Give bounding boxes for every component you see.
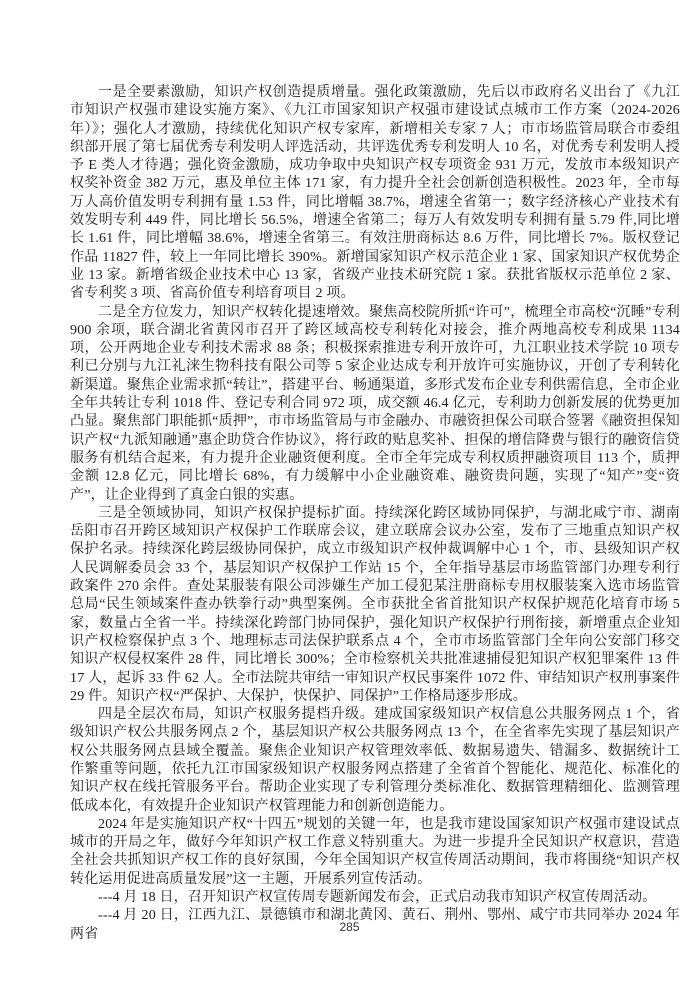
paragraph-2-transformation: 二是全方位发力，知识产权转化提速增效。聚焦高校院所抓“许可”，梳理全市高校“沉睡”专利 900 余项，联合湖北省黄冈市召开了跨区域高校专利转化对接会，推介两地高校专利成果 1134 项，公开两地企业专利技术需求 88 条；积极探索推进专利开放许可，九江职业技术学院 10 项专利已分别与九江礼涞生物科技有限公司等 5 家企业达成专利开放许可实施协议，开创了专利转化新渠道。聚焦企业需求抓“转让”，搭建平台、畅通渠道，多形式发布企业专利供需信息，全市企业全年共转让专利 1018 件、登记专利合同 972 项，成交额 46.4 亿元，专利助力创新发展的优势更加凸显。聚焦部门职能抓“质押”，市市场监管局与市金融办、市融资担保公司联合签署《融资担保知识产权“九派知融通”惠企助贷合作协议》，将行政的贴息奖补、担保的增信降费与银行的融资信贷服务有机结合起来，有力提升企业融资便利度。全市全年完成专利权质押融资项目 113 个，质押金额 12.8 亿元，同比增长 68%，有力缓解中小企业融资难、融资贵问题，实现了“知产”变“资产”，让企业得到了真金白银的实惠。	[70, 304, 680, 503]
page-number: 285	[339, 920, 360, 934]
paragraph-3-protection: 三是全领域协同，知识产权保护提标扩面。持续深化跨区域协同保护，与湖北咸宁市、湖南岳阳市召开跨区域知识产权保护工作联席会议，建立联席会议办公室，发布了三地重点知识产权保护名录。持续深化跨层级协同保护，成立市级知识产权仲裁调解中心 1 个，市、县级知识产权人民调解委员会 33 个，基层知识产权保护工作站 15 个，全年指导基层市场监管部门办理专利行政案件 270 余件。查处某服装有限公司涉嫌生产加工侵犯某注册商标专用权服装案入选市场监管总局“民生领域案件查办铁拳行动”典型案例。全市获批全省首批知识产权保护规范化培育市场 5 家，数量占全省一半。持续深化跨部门协同保护，强化知识产权保护行刑衔接，新增重点企业知识产权检察保护点 3 个、地理标志司法保护联系点 4 个，全市市场监管部门全年向公安部门移交知识产权侵权案件 28 件，同比增长 300%；全市检察机关共批准逮捕侵犯知识产权犯罪案件 13 件 17 人，起诉 33 件 62 人。全市法院共审结一审知识产权民事案件 1072 件、审结知识产权刑事案件 29 件。知识产权“严保护、大保护，快保护、同保护”工作格局逐步形成。	[70, 505, 680, 704]
document-body	[70, 84, 680, 944]
paragraph-7-april-20-event: ---4 月 20 日，江西九江、景德镇市和湖北黄冈、黄石、荆州、鄂州、咸宁市共同举办 2024 年两省	[70, 908, 680, 942]
paragraph-1-incentives: 一是全要素激励，知识产权创造提质增量。强化政策激励，先后以市政府名义出台了《九江市知识产权强市建设实施方案》、《九江市国家知识产权强市建设试点城市工作方案（2024-2026 年）》；强化人才激励，持续优化知识产权专家库，新增相关专家 7 人；市市场监管局联合市委组织部开展了第七届优秀专利发明人评选活动，共评选优秀专利发明人 10 名，对优秀专利发明人授予 E 类人才待遇；强化资金激励，成功争取中央知识产权专项资金 931 万元，发放市本级知识产权奖补资金 382 万元，惠及单位主体 171 家，有力提升全社会创新创造积极性。2023 年，全市每万人高价值发明专利拥有量 1.53 件，同比增幅 38.7%，增速全省第一；数字经济核心产业技术有效发明专利 449 件，同比增长 56.5%，增速全省第二；每万人有效发明专利拥有量 5.79 件,同比增长 1.61 件，同比增幅 38.6%，增速全省第三。有效注册商标达 8.6 万件，同比增长 7%。版权登记作品 11827 件，较上一年同比增长 390%。新增国家知识产权示范企业 1 家、国家知识产权优势企业 13 家。新增省级企业技术中心 13 家，省级产业技术研究院 1 家。获批省版权示范单位 2 家、省专利奖 3 项、省高价值专利培育项目 2 项。	[70, 85, 680, 302]
paragraph-6-april-18-event: ---4 月 18 日，召开知识产权宣传周专题新闻发布会，正式启动我市知识产权宣传周活动。	[98, 890, 657, 906]
paragraph-5-2024-outlook: 2024 年是实施知识产权“十四五”规划的关键一年，也是我市建设国家知识产权强市建设试点城市的开局之年，做好今年知识产权工作意义特别重大。为进一步提升全民知识产权意识，营造全社会共抓知识产权工作的良好氛围，今年全国知识产权宣传周活动期间，我市将围绕“知识产权转化运用促进高质量发展”这一主题，开展系列宣传活动。	[70, 816, 680, 887]
paragraph-4-services: 四是全层次布局，知识产权服务提档升级。建成国家级知识产权信息公共服务网点 1 个，省级知识产权公共服务网点 2 个，基层知识产权公共服务网点 13 个，在全省率先实现了基层知识产权公共服务网点县域全覆盖。聚焦企业知识产权管理效率低、数据易遗失、错漏多、数据统计工作繁重等问题，依托九江市国家级知识产权服务网点搭建了全省首个智能化、规范化、标准化的知识产权在线托管服务平台。帮助企业实现了专利管理分类标准化、数据管理精细化、监测管理低成本化，有效提升企业知识产权管理能力和创新创造能力。	[70, 707, 680, 814]
